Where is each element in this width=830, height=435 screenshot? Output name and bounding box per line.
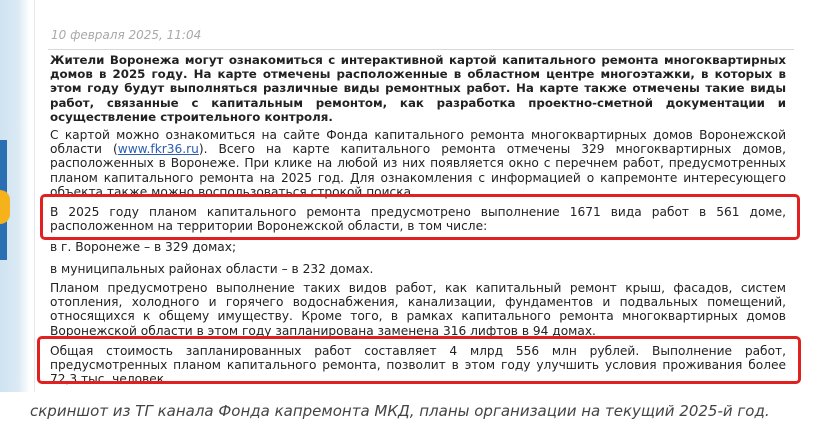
post-paragraph-voronezh: в г. Воронеже – в 329 домах; xyxy=(50,240,237,254)
post-paragraph-map-info xyxy=(50,128,786,199)
screenshot-caption: скриншот из ТГ канала Фонда капремонта МКД, планы организации на текущий 2025-й год. xyxy=(30,402,770,420)
page-side-decoration xyxy=(0,0,30,392)
side-orange-marker xyxy=(0,190,10,224)
highlight-box-plan-total xyxy=(40,194,800,240)
highlight-box-total-cost xyxy=(37,336,801,384)
post-date: 10 февраля 2025, 11:04 xyxy=(51,28,202,42)
post-paragraph-plan-total: В 2025 году планом капитального ремонта предусмотрено выполнение 1671 вида работ в 561 доме, расположенном на территории Воронежской области, в том числе: xyxy=(50,205,786,234)
post-paragraph-total-cost: Общая стоимость запланированных работ составляет 4 млрд 556 млн рублей. Выполнение работ, предусмотренных планом капитального ремонта, позволит в этом году улучшить условия проживания более 72,3 тыс. человек. xyxy=(50,344,786,387)
post-lead-paragraph: Жители Воронежа могут ознакомиться с интерактивной картой капитального ремонта многоквартирных домов в 2025 году. На карте отмечены расположенные в областном центре многоэтажки, в которых в этом году будут выполняться различные виды ремонтных работ. На карте также отмечены такие виды работ, связанные с капитальным ремонтом, как разработка проектно-сметной документации и осуществление строительного контроля. xyxy=(50,53,786,124)
paragraph-text: С картой можно ознакомиться на сайте Фонда капитального ремонта многоквартирных домов Воронежской области ( xyxy=(50,128,786,157)
post-paragraph-work-types: Планом предусмотрено выполнение таких видов работ, как капитальный ремонт крыш, фасадов, систем отопления, холодного и горячего водоснабжения, канализации, фундаментов и подвальных помещений, относящихся к общему имуществу. Кроме того, в рамках капитального ремонта многоквартирных домов Воронежской области в этом году запланирована заменена 316 лифтов в 94 домах. xyxy=(50,281,786,338)
fund-website-link[interactable]: www.fkr36.ru xyxy=(117,142,199,157)
date-divider xyxy=(48,49,794,50)
paragraph-text: ). Всего на карте капитального ремонта отмечены 329 многоквартирных домов, расположенных в Воронеже. При клике на любой из них появляется окно с перечнем работ, предусмотренных планом капитального ремонта на 2025 год. Для ознакомления с информацией о капремонте интересующего объекта также можно воспользоваться строкой поиска. xyxy=(50,142,786,199)
side-divider-line xyxy=(34,0,35,392)
post-paragraph-districts: в муниципальных районах области – в 232 домах. xyxy=(50,262,374,276)
